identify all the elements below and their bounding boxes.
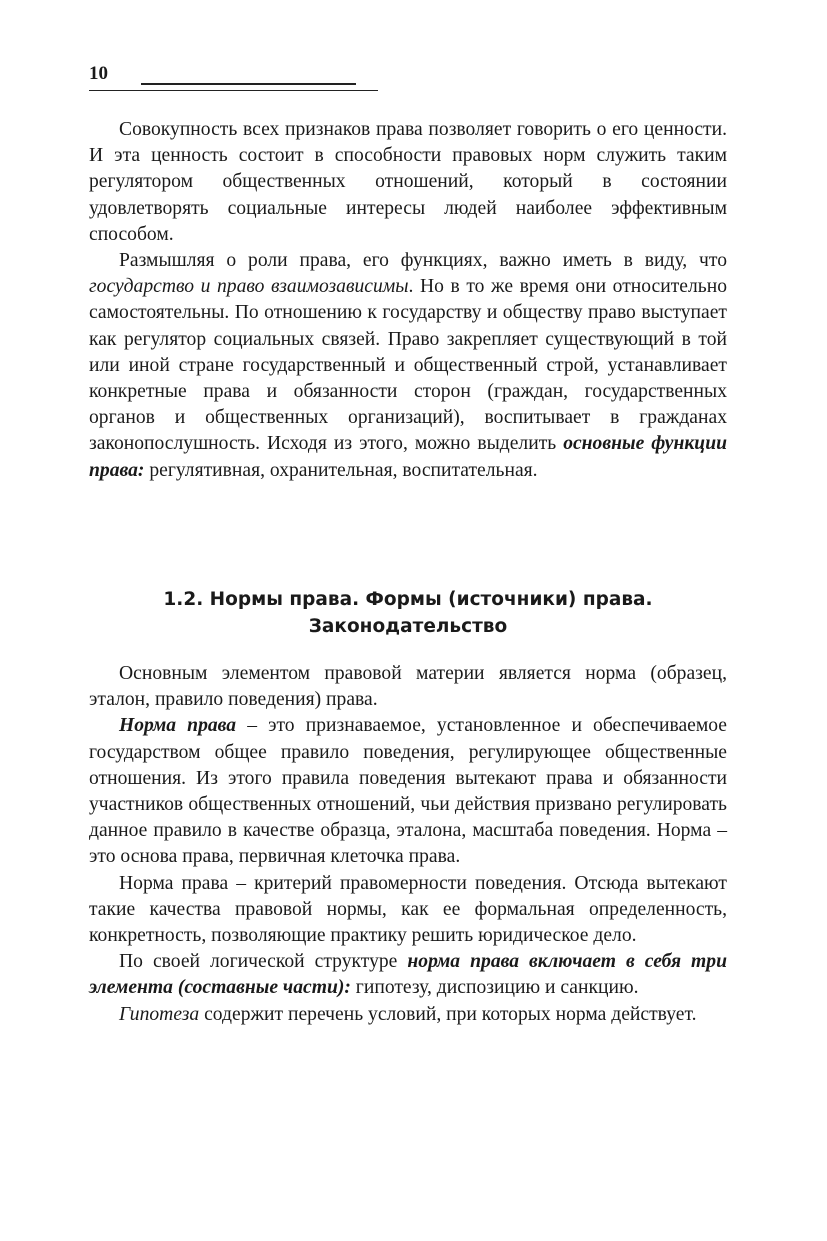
emphasis-bold-italic: норма права включает в себя три элемента (составные части): <box>89 951 727 999</box>
paragraph-text: Норма права – критерий правомерности поведения. Отсюда вытекают такие качества правовой нормы, как ее формальная определенность, конкретность, позволяющие практику решить юридическое дело. <box>89 872 727 947</box>
paragraph-text: – это признаваемое, установленное и обеспечиваемое государством общее правило поведения, регулирующее общественные отношения. Из этого правила поведения вытекают права и обязанности участников общественных отношений, чьи действия призвано регулировать данное правило в качестве образца, эталона, масштаба поведения. Норма – это основа права, первичная клеточка права. <box>89 715 727 868</box>
paragraph-basic-element <box>89 661 727 713</box>
term-italic: Гипотеза <box>119 1003 200 1025</box>
paragraph-text: . Но в то же время они относительно самостоятельны. По отношению к государству и обществу право выступает как регулятор социальных связей. Право закрепляет существующий в той или иной стране государственный и общественный строй, устанавливает конкретные права и обязанности сторон (граждан, государственных органов и общественных организаций), воспитывает в гражданах законопослушность. Исходя из этого, можно выделить <box>89 276 727 455</box>
paragraph-text: Размышляя о роли права, его функциях, важно иметь в виду, что <box>119 250 727 272</box>
page-number: 10 <box>89 63 108 84</box>
section-heading <box>89 586 727 640</box>
paragraph-value-of-law <box>89 117 727 248</box>
header-rule-thin <box>89 90 378 91</box>
paragraph-norm-definition <box>89 713 727 870</box>
paragraph-role-of-law <box>89 248 727 484</box>
section-text-1 <box>89 117 727 484</box>
section-heading-line-2: Законодательство <box>308 616 508 637</box>
emphasis-bold-italic: основные функции права: <box>89 433 727 481</box>
paragraph-norm-criterion <box>89 871 727 950</box>
paragraph-text: Совокупность всех признаков права позволяет говорить о его ценности. И эта ценность состоит в способности правовых норм служить таким регулятором общественных отношений, который в состоянии удовлетворять социальные интересы людей наиболее эффективным способом. <box>89 119 727 245</box>
emphasis-italic: государство и право взаимозависимы <box>89 276 409 298</box>
section-text-2 <box>89 661 727 1028</box>
paragraph-text: регулятивная, охранительная, воспитательная. <box>144 459 538 481</box>
paragraph-norm-structure <box>89 949 727 1001</box>
paragraph-text: По своей логической структуре <box>119 951 408 973</box>
header-rule-thick <box>141 83 356 85</box>
term-bold-italic: Норма права <box>119 715 237 737</box>
section-heading-line-1: 1.2. Нормы права. Формы (источники) права. <box>163 589 653 610</box>
paragraph-hypothesis <box>89 1002 727 1028</box>
paragraph-text: гипотезу, диспозицию и санкцию. <box>350 977 639 999</box>
running-head <box>89 62 379 94</box>
paragraph-text: Основным элементом правовой материи является норма (образец, эталон, правило поведения) права. <box>89 663 727 711</box>
paragraph-text: содержит перечень условий, при которых норма действует. <box>199 1003 697 1025</box>
